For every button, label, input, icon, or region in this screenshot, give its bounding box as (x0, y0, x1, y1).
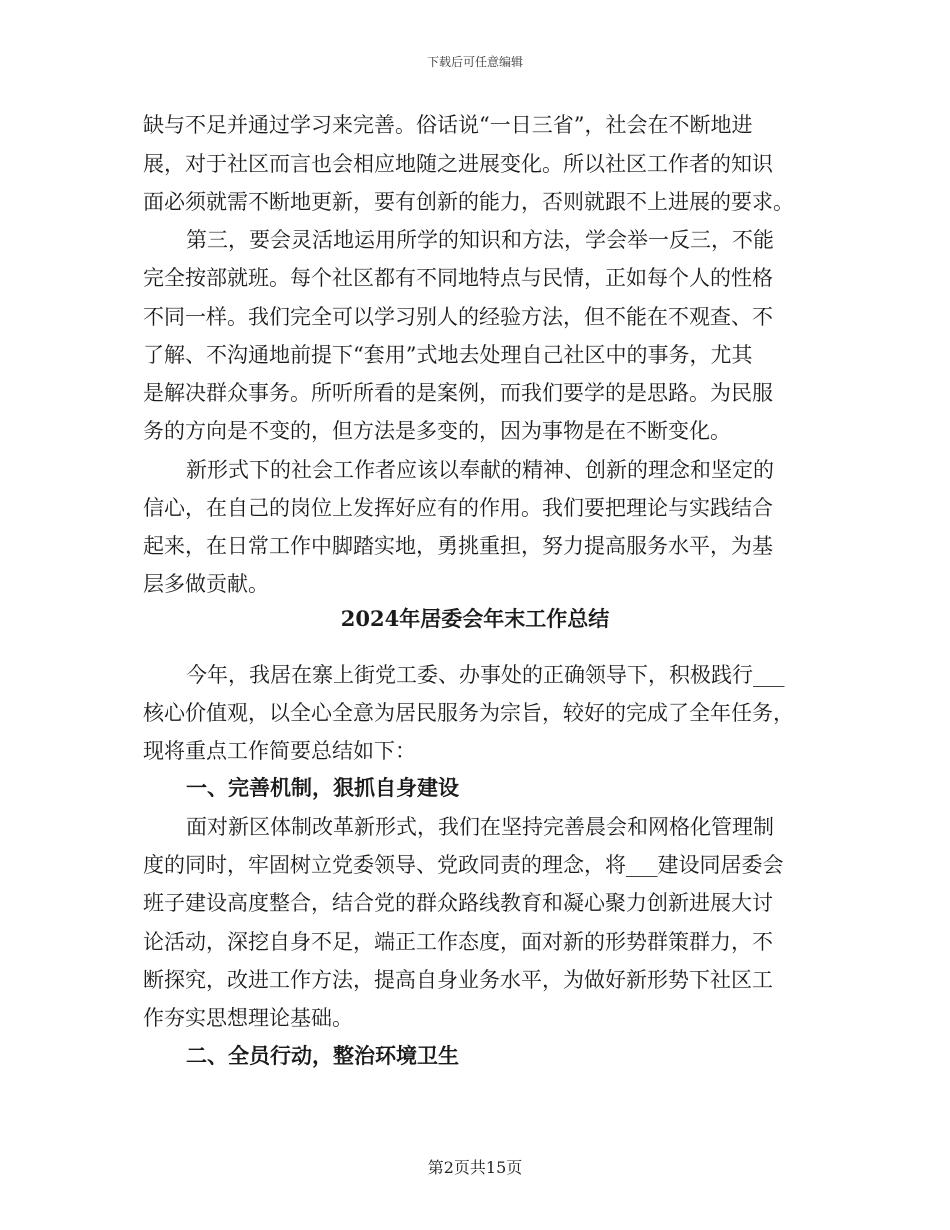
text-line: 度的同时，牢固树立党委领导、党政同责的理念，将___建设同居委会 (143, 853, 784, 877)
section-heading: 一、完善机制，狠抓自身建设 (186, 775, 459, 800)
text-line: 新形式下的社会工作者应该以奉献的精神、创新的理念和坚定的 (186, 458, 774, 482)
text-line: 班子建设高度整合，结合党的群众路线教育和凝心聚力创新进展大讨 (143, 891, 773, 915)
section-heading: 二、全员行动，整治环境卫生 (186, 1043, 459, 1068)
text-line: 起来，在日常工作中脚踏实地，勇挑重担，努力提高服务水平，为基 (143, 534, 773, 558)
text-line: 面必须就需不断地更新，要有创新的能力，否则就跟不上进展的要求。 (143, 190, 794, 214)
text-line: 务的方向是不变的，但方法是多变的，因为事物是在不断变化。 (143, 419, 731, 443)
text-line: 信心，在自己的岗位上发挥好应有的作用。我们要把理论与实践结合 (143, 496, 773, 520)
text-line: 论活动，深挖自身不足，端正工作态度，面对新的形势群策群力，不 (143, 930, 773, 954)
text-line: 缺与不足并通过学习来完善。俗话说“一日三省”，社会在不断地进 (143, 113, 753, 137)
text-line: 今年，我居在寨上街党工委、办事处的正确领导下，积极践行___ (186, 663, 785, 687)
text-line: 断探究，改进工作方法，提高自身业务水平，为做好新形势下社区工 (143, 968, 773, 992)
text-line: 现将重点工作简要总结如下： (143, 739, 416, 763)
text-line: 层多做贡献。 (143, 572, 269, 596)
text-line: 是解决群众事务。所听所看的是案例，而我们要学的是思路。为民服 (143, 381, 773, 405)
text-line: 作夯实思想理论基础。 (143, 1006, 353, 1030)
text-line: 不同一样。我们完全可以学习别人的经验方法，但不能在不观查、不 (143, 305, 773, 329)
document-title: 2024年居委会年末工作总结 (340, 606, 610, 631)
page-header: 下载后可任意编辑 (426, 55, 523, 69)
text-line: 完全按部就班。每个社区都有不同地特点与民情，正如每个人的性格 (143, 266, 773, 290)
text-line: 核心价值观，以全心全意为居民服务为宗旨，较好的完成了全年任务， (143, 701, 794, 725)
text-line: 面对新区体制改革新形式，我们在坚持完善晨会和网格化管理制 (186, 815, 774, 839)
page-footer: 第2页共15页 (427, 1158, 523, 1177)
text-line: 展，对于社区而言也会相应地随之进展变化。所以社区工作者的知识 (143, 152, 773, 176)
text-line: 了解、不沟通地前提下“套用”式地去处理自己社区中的事务，尤其 (143, 343, 753, 367)
text-line: 第三，要会灵活地运用所学的知识和方法，学会举一反三，不能 (186, 228, 774, 252)
